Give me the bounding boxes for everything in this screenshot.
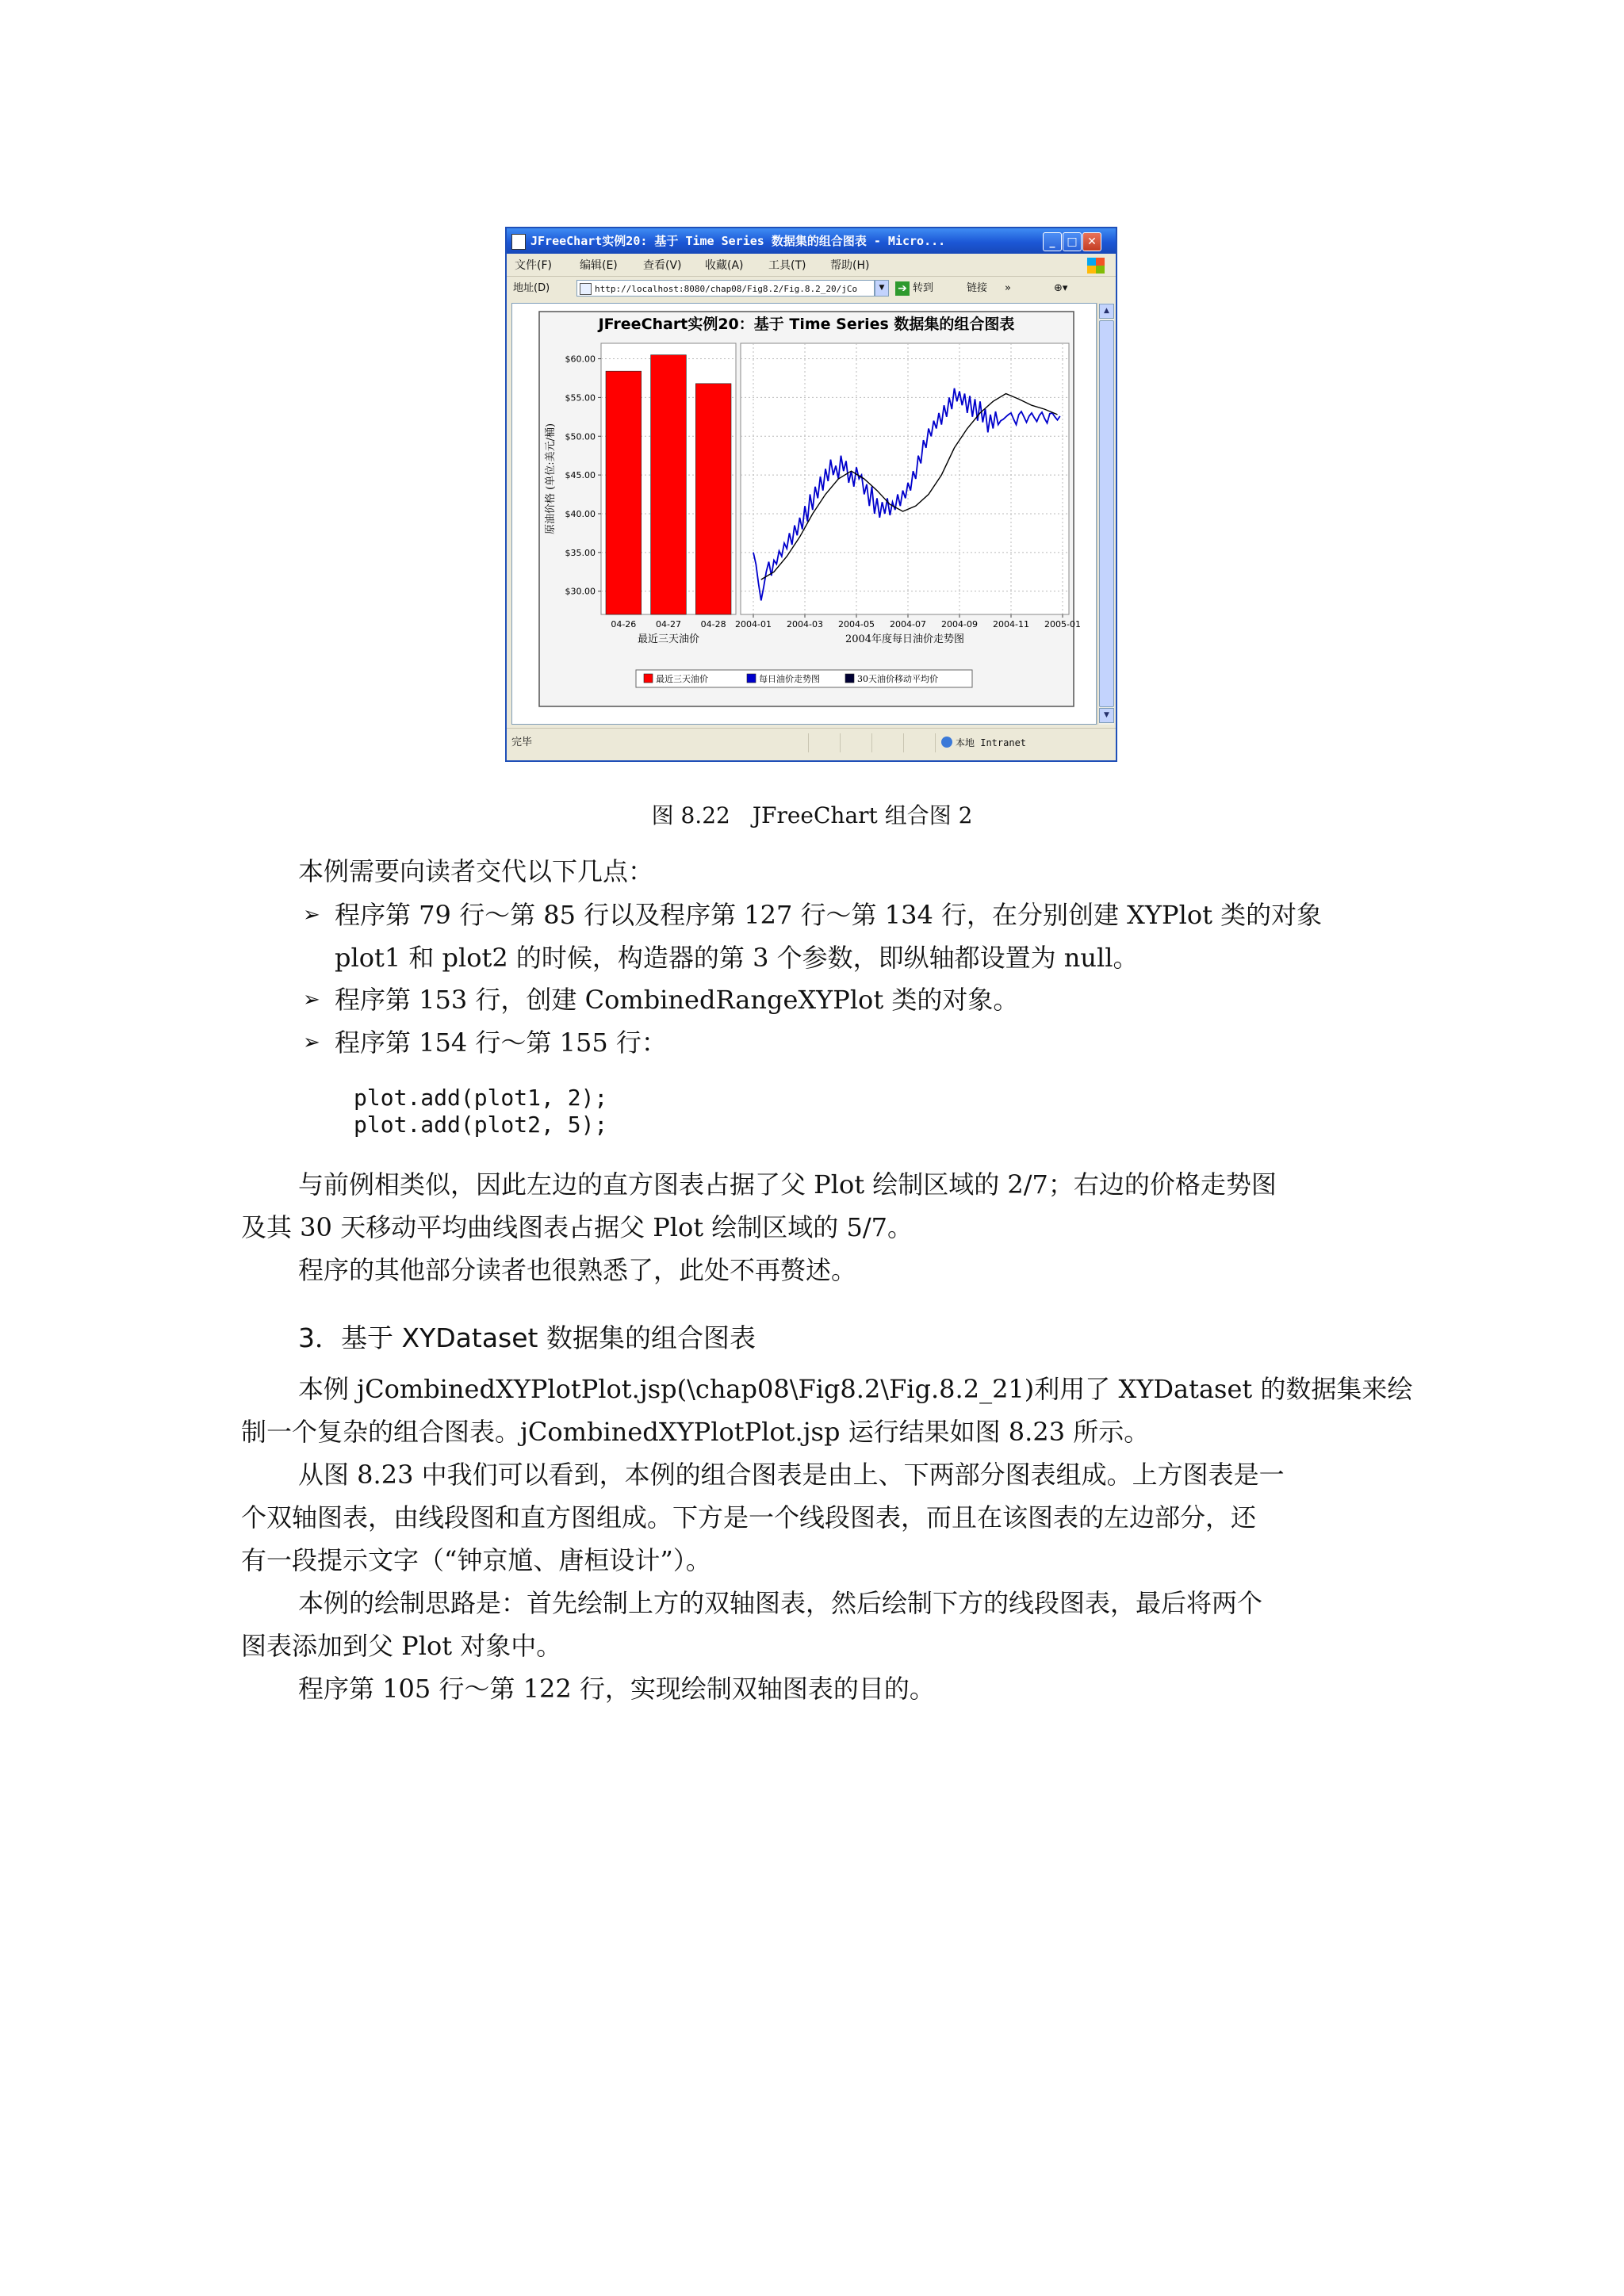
- legend-swatch: [845, 674, 854, 683]
- status-separator: [840, 733, 841, 752]
- menu-tools[interactable]: 工具(T): [768, 259, 806, 272]
- paragraph: 程序的其他部分读者也很熟悉了，此处不再赘述。: [298, 1255, 857, 1285]
- scroll-down-arrow-icon[interactable]: ▼: [1099, 708, 1114, 723]
- menu-favorites[interactable]: 收藏(A): [705, 259, 744, 272]
- y-tick-label: $55.00: [565, 392, 596, 404]
- status-bar: [507, 728, 1116, 761]
- chart-title: JFreeChart实例20：基于 Time Series 数据集的组合图表: [598, 316, 1015, 333]
- window-title: JFreeChart实例20: 基于 Time Series 数据集的组合图表 - Micro...: [530, 234, 946, 248]
- y-tick-label: $50.00: [565, 431, 596, 442]
- security-zone: [941, 731, 1026, 755]
- ie-page-icon: [511, 234, 526, 250]
- bullet-line: 程序第 154 行～第 155 行：: [335, 1027, 667, 1058]
- page-icon: [580, 283, 592, 295]
- bullet-arrow-icon: ➢: [303, 1031, 320, 1054]
- bullet-line: plot1 和 plot2 的时候，构造器的第 3 个参数，即纵轴都设置为 null。: [335, 943, 1139, 973]
- legend-label: 最近三天油价: [656, 674, 708, 684]
- bullet-item: [303, 978, 1019, 1021]
- x-tick-label: 2004-01: [735, 619, 772, 629]
- bullet-item: [303, 894, 1323, 979]
- menu-help[interactable]: 帮助(H): [830, 259, 870, 272]
- status-separator: [871, 733, 872, 752]
- paragraph: [241, 1582, 1262, 1667]
- y-axis-label: 原油价格 (单位:美元/桶): [545, 423, 557, 535]
- bullet-arrow-icon: ➢: [303, 988, 320, 1012]
- globe-icon: [941, 737, 952, 748]
- bar: [651, 355, 687, 614]
- zone-label: 本地 Intranet: [956, 737, 1027, 748]
- x-axis-label: 2004年度每日油价走势图: [845, 633, 965, 645]
- bullet-line: 程序第 79 行～第 85 行以及程序第 127 行～第 134 行，在分别创建 XYPlot 类的对象: [335, 900, 1323, 930]
- legend-swatch: [644, 674, 653, 683]
- x-tick-label: 2004-07: [890, 619, 926, 629]
- paragraph-line: 本例的绘制思路是：首先绘制上方的双轴图表，然后绘制下方的线段图表，最后将两个: [298, 1588, 1263, 1618]
- paragraph-line: 从图 8.23 中我们可以看到，本例的组合图表是由上、下两部分图表组成。上方图表是一: [298, 1460, 1285, 1490]
- x-tick-label: 2004-09: [941, 619, 978, 629]
- vertical-scrollbar[interactable]: [1097, 303, 1114, 725]
- browser-window: [505, 227, 1117, 762]
- scroll-up-arrow-icon[interactable]: ▲: [1099, 304, 1114, 319]
- menu-bar: [507, 255, 1116, 277]
- chevron-right-icon[interactable]: »: [1005, 282, 1011, 294]
- menu-edit[interactable]: 编辑(E): [580, 259, 618, 272]
- scroll-thumb[interactable]: [1099, 320, 1114, 707]
- paragraph-line: 与前例相类似，因此左边的直方图表占据了父 Plot 绘制区域的 2/7；右边的价格走势图: [298, 1169, 1277, 1200]
- code-block: [354, 1085, 607, 1138]
- paragraph: 程序第 105 行～第 122 行，实现绘制双轴图表的目的。: [298, 1674, 935, 1704]
- close-button[interactable]: ✕: [1082, 232, 1101, 251]
- address-bar: [507, 277, 1116, 300]
- x-axis-label: 最近三天油价: [637, 633, 700, 645]
- x-tick-label: 2005-01: [1044, 619, 1081, 629]
- paragraph-line: 制一个复杂的组合图表。jCombinedXYPlotPlot.jsp 运行结果如图 8.23 所示。: [241, 1417, 1150, 1447]
- y-tick-label: $30.00: [565, 586, 596, 597]
- legend-label: 每日油价走势图: [759, 674, 820, 684]
- line-plot-area: [741, 343, 1069, 614]
- go-arrow-icon[interactable]: ➔: [895, 281, 910, 296]
- combined-chart: [512, 304, 1096, 724]
- y-tick-label: $35.00: [565, 547, 596, 558]
- status-separator: [903, 733, 904, 752]
- x-tick-label: 2004-05: [838, 619, 875, 629]
- address-input[interactable]: [576, 280, 875, 297]
- address-url: http://localhost:8080/chap08/Fig8.2/Fig.8.2_20/jCo: [595, 284, 858, 294]
- maximize-button[interactable]: □: [1063, 232, 1082, 251]
- status-text: 完毕: [511, 737, 533, 748]
- go-button[interactable]: 转到: [913, 282, 934, 294]
- y-tick-label: $40.00: [565, 508, 596, 519]
- legend-swatch: [747, 674, 756, 683]
- paragraph-line: 图表添加到父 Plot 对象中。: [241, 1631, 562, 1661]
- code-line: plot.add(plot1, 2);: [354, 1085, 608, 1111]
- intro-paragraph: 本例需要向读者交代以下几点：: [298, 856, 654, 886]
- paragraph: [241, 1163, 1277, 1249]
- toolbar-extension-icon[interactable]: ⊕▾: [1054, 282, 1068, 294]
- section-heading: 3．基于 XYDataset 数据集的组合图表: [298, 1322, 756, 1353]
- paragraph: [241, 1453, 1285, 1582]
- x-tick-label: 2004-11: [993, 619, 1029, 629]
- links-button[interactable]: 链接: [967, 282, 988, 294]
- bullet-line: 程序第 153 行，创建 CombinedRangeXYPlot 类的对象。: [335, 985, 1019, 1015]
- status-separator: [808, 733, 809, 752]
- paragraph-line: 有一段提示文字（“钟京馗、唐桓设计”）。: [241, 1545, 711, 1575]
- minimize-button[interactable]: _: [1043, 232, 1062, 251]
- bar: [695, 384, 731, 614]
- bullet-item: [303, 1021, 667, 1064]
- paragraph-line: 及其 30 天移动平均曲线图表占据父 Plot 绘制区域的 5/7。: [241, 1212, 913, 1242]
- x-tick-label: 04-26: [611, 619, 637, 629]
- code-line: plot.add(plot2, 5);: [354, 1112, 608, 1138]
- paragraph-line: 个双轴图表，由线段图和直方图组成。下方是一个线段图表，而且在该图表的左边部分，还: [241, 1502, 1257, 1533]
- address-dropdown-icon[interactable]: ▼: [875, 280, 889, 297]
- windows-logo-icon: [1087, 258, 1105, 274]
- address-label: 地址(D): [513, 282, 550, 294]
- menu-file[interactable]: 文件(F): [515, 259, 552, 272]
- paragraph-line: 本例 jCombinedXYPlotPlot.jsp(\chap08\Fig8.2\Fig.8.2_21)利用了 XYDataset 的数据集来绘: [298, 1374, 1413, 1404]
- x-tick-label: 04-27: [656, 619, 681, 629]
- status-separator: [935, 733, 936, 752]
- menu-view[interactable]: 查看(V): [643, 259, 682, 272]
- y-tick-label: $60.00: [565, 354, 596, 365]
- y-tick-label: $45.00: [565, 470, 596, 481]
- paragraph: [241, 1368, 1412, 1453]
- x-tick-label: 2004-03: [787, 619, 823, 629]
- title-bar: [507, 228, 1116, 254]
- legend-label: 30天油价移动平均价: [857, 674, 938, 684]
- x-tick-label: 04-28: [700, 619, 726, 629]
- figure-caption: 图 8.22 JFreeChart 组合图 2: [651, 802, 973, 828]
- browser-content: [511, 303, 1097, 725]
- bullet-arrow-icon: ➢: [303, 903, 320, 927]
- bar: [606, 371, 642, 614]
